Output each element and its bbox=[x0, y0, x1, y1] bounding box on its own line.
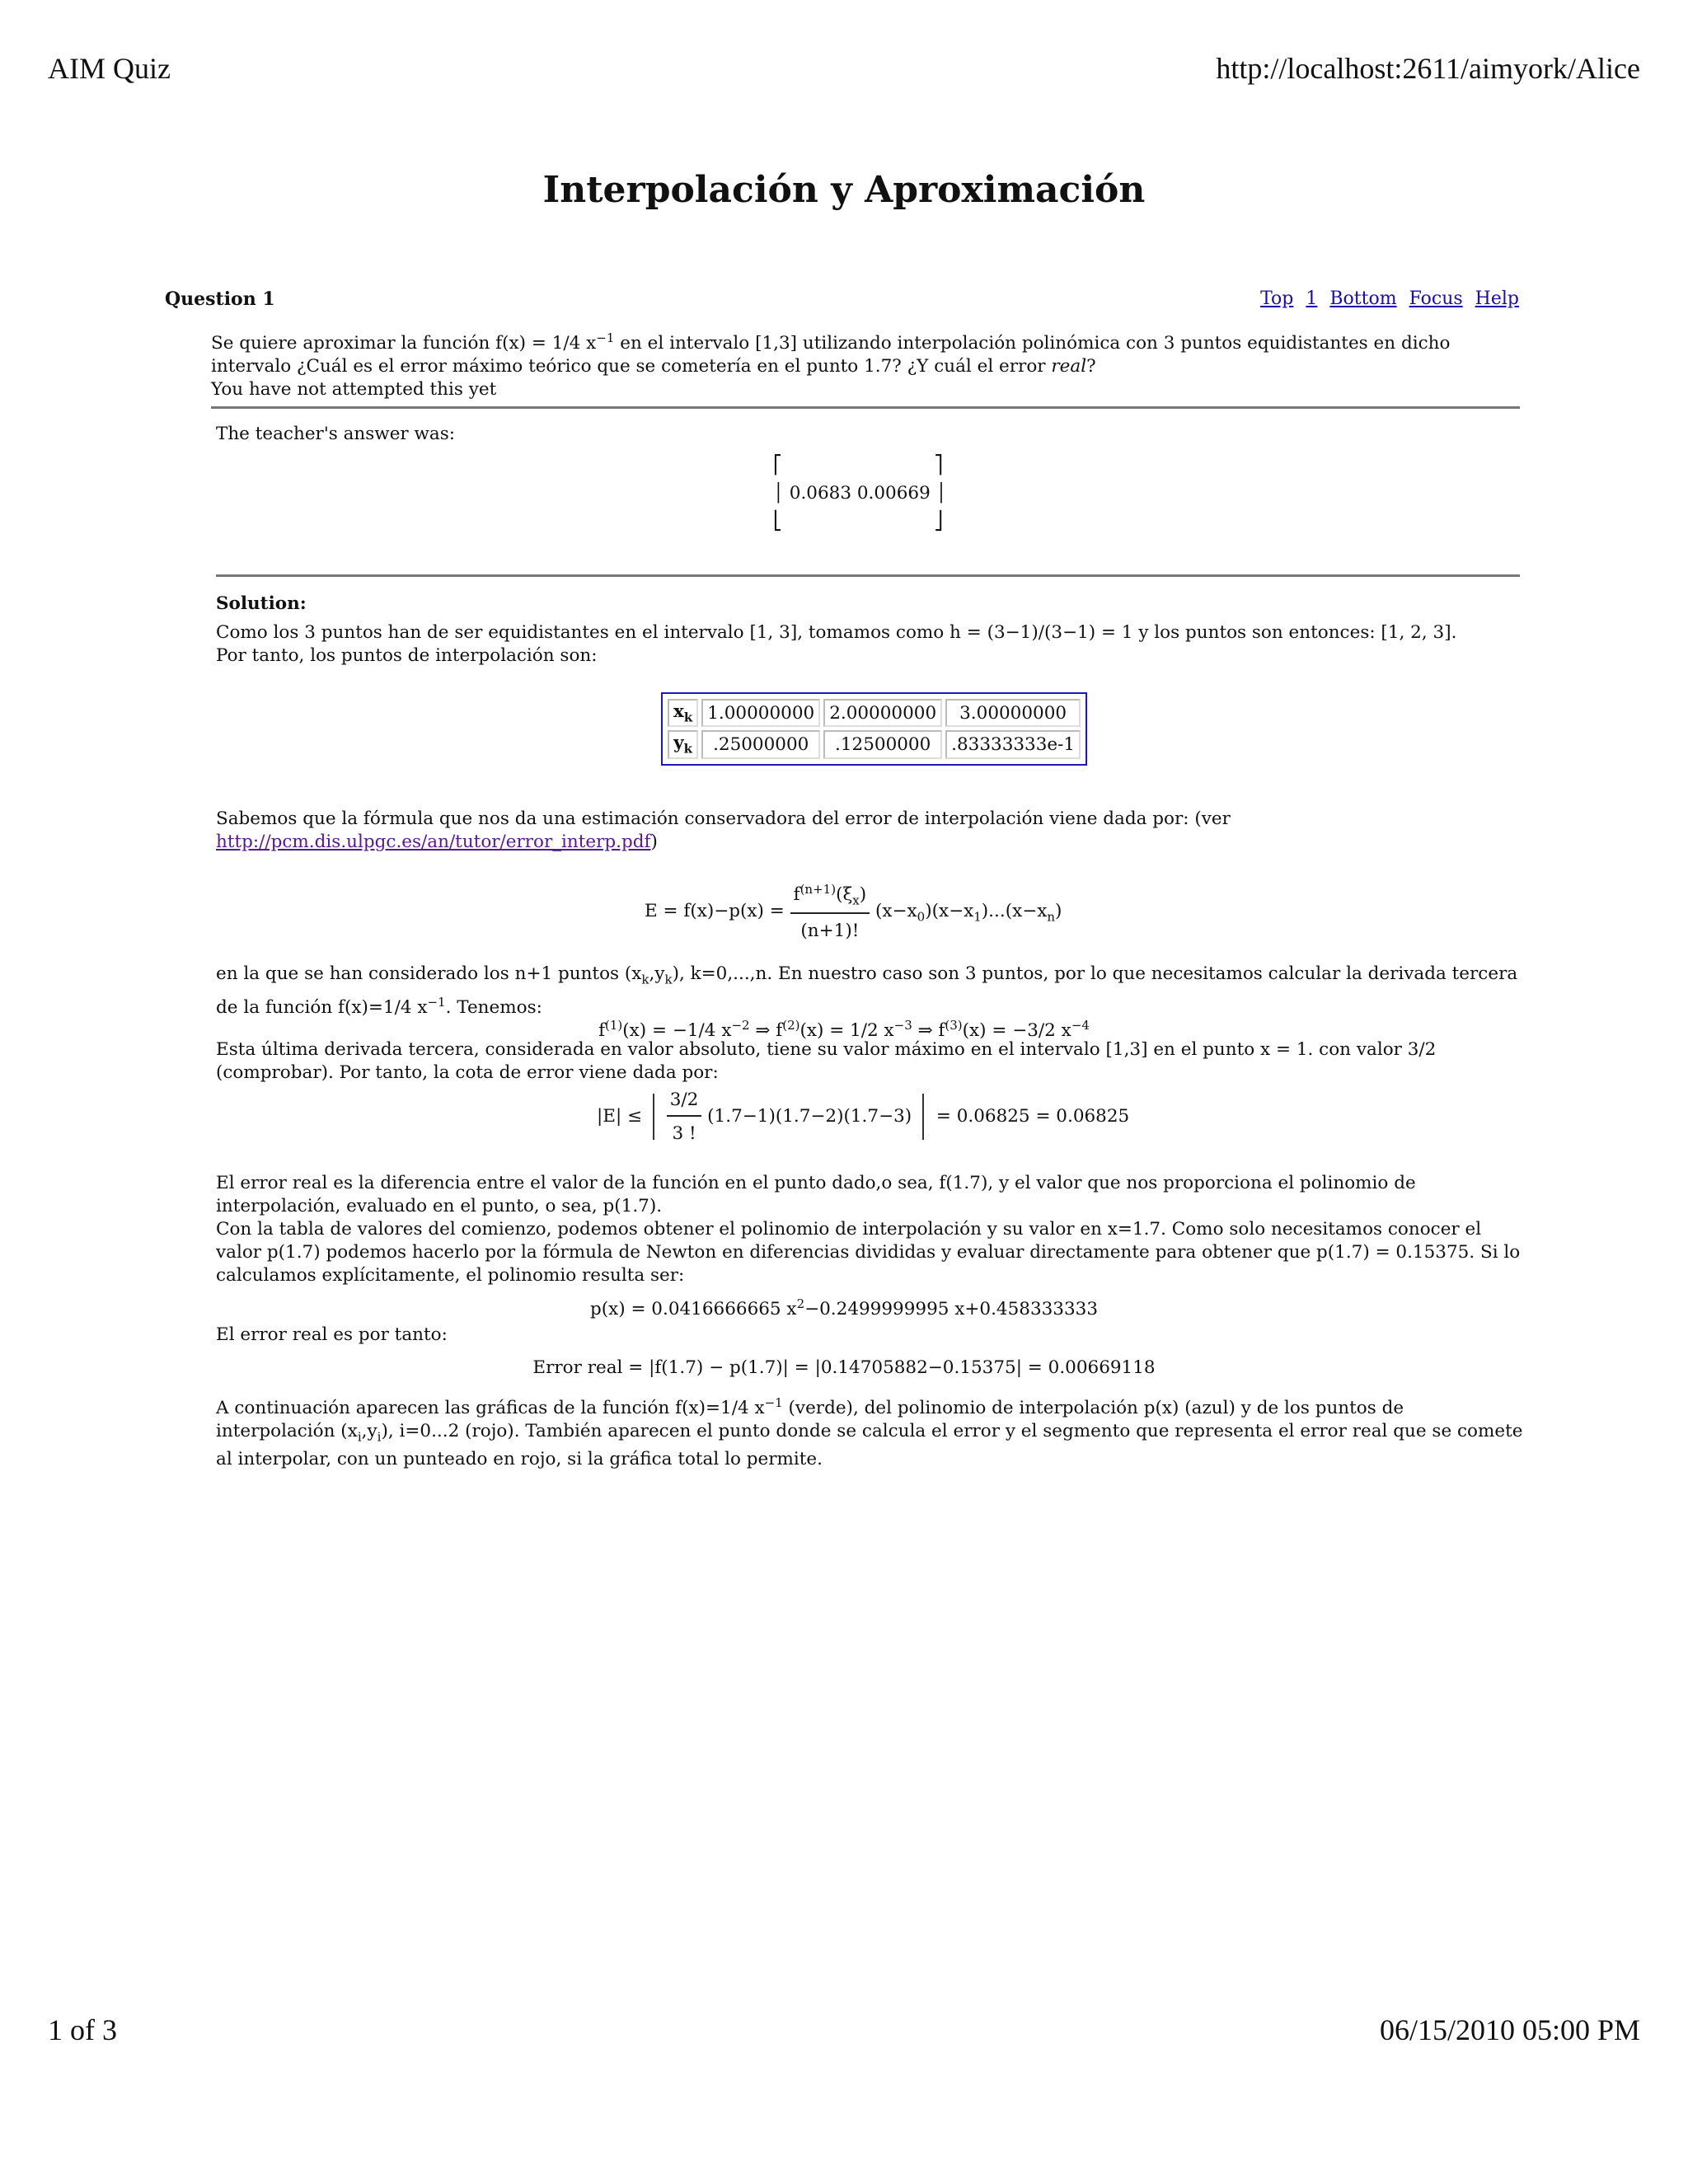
row-header-yk: $y_k$ bbox=[668, 730, 698, 758]
error-formula: E = f(x)−p(x) = $\frac{f^{(n+1)}(\xi_x)}{(n+1)!}$ $(x-x_0)(x-x_1)...(x-x_n)$ bbox=[645, 882, 1062, 942]
table-cell: .25000000 bbox=[701, 730, 820, 758]
table-row bbox=[668, 699, 1081, 727]
fraction: $\frac{3/2}{3 !}$ bbox=[667, 1090, 702, 1144]
solution-paragraph: Esta última derivada tercera, considerada en valor absoluto, tiene su valor máximo en el intervalo [1,3] en el punto x = 1. con valor 3/2 (comprobar). Por tanto, la cota de error viene dada por: bbox=[216, 1039, 1437, 1083]
teacher-answer-matrix: ⎡ ⎤ │ 0.0683 0.00669 │ ⎣ ⎦ bbox=[773, 455, 947, 532]
table-cell: 3.00000000 bbox=[945, 699, 1081, 727]
divider bbox=[211, 406, 1520, 409]
nav-top-link[interactable]: Top bbox=[1260, 288, 1294, 309]
fraction: $\frac{f^{(n+1)}(\xi_x)}{(n+1)!}$ bbox=[790, 882, 870, 941]
attempt-status: You have not attempted this yet bbox=[211, 379, 497, 401]
real-error-formula: Error real = |f(1.7) − p(1.7)| = |0.14705882−0.15375| = 0.00669118 bbox=[532, 1357, 1156, 1378]
answer-values: │ 0.0683 0.00669 │ bbox=[773, 483, 947, 504]
nav-question-1-link[interactable]: 1 bbox=[1306, 288, 1318, 309]
row-header-xk: $x_k$ bbox=[668, 699, 698, 727]
question-text: Se quiere aproximar la función f(x) = 1/4 $x^{-1}$ en el intervalo [1,3] utilizando interpolación polinómica con 3 puntos equidistantes en dicho intervalo ¿Cuál es el error máximo teórico que se cometería en el punto 1.7? ¿Y cuál el error real? You have not attempted this yet bbox=[211, 330, 1451, 401]
error-interp-pdf-link[interactable]: http://pcm.dis.ulpgc.es/an/tutor/error_interp.pdf bbox=[216, 832, 651, 852]
solution-paragraph: A continuación aparecen las gráficas de la función f(x)=1/4 $x^{-1}$ (verde), del polinomio de interpolación p(x) (azul) y de los puntos de interpolación $(x_i,y_i)$, i=0...2 (rojo). También aparecen el punto donde se calcula el error y el segmento que representa el error real que se comete al interpolar, con un punteado en rojo, si la gráfica total lo permite. bbox=[216, 1395, 1523, 1470]
nav-bottom-link[interactable]: Bottom bbox=[1329, 288, 1397, 309]
table-cell: .83333333e-1 bbox=[945, 730, 1081, 758]
footer-page-count: 1 of 3 bbox=[48, 2013, 117, 2046]
table-cell: 1.00000000 bbox=[701, 699, 820, 727]
nav-help-link[interactable]: Help bbox=[1475, 288, 1519, 309]
question-nav bbox=[1254, 288, 1519, 309]
header-url: http://localhost:2611/aimyork/Alice bbox=[1216, 52, 1640, 85]
polynomial-formula: p(x) = 0.0416666665 $x^2-0.2499999995$ x+0.458333333 bbox=[589, 1296, 1099, 1320]
abs-bar bbox=[653, 1094, 656, 1140]
derivatives-formula: $f^{(1)}(x) = -1/4$ $x^{-2}$ ⇒ $f^{(2)}(x) = 1/2$ $x^{-3}$ ⇒ $f^{(3)}(x) = -3/2$ $x^{-4}$ bbox=[598, 1018, 1090, 1042]
footer-timestamp: 06/15/2010 05:00 PM bbox=[1379, 2013, 1640, 2046]
solution-label: Solution: bbox=[216, 593, 307, 614]
solution-paragraph: en la que se han considerado los n+1 puntos $(x_k,y_k)$, k=0,...,n. En nuestro caso son 3 puntos, por lo que necesitamos calcular la derivada tercera de la función f(x)=1/4 $x^{-1}$. Tenemos: bbox=[216, 963, 1518, 1019]
interpolation-nodes-table bbox=[661, 692, 1087, 766]
table-cell: .12500000 bbox=[823, 730, 942, 758]
nav-focus-link[interactable]: Focus bbox=[1409, 288, 1463, 309]
teacher-answer-label: The teacher's answer was: bbox=[216, 424, 456, 444]
solution-paragraph: El error real es por tanto: bbox=[216, 1324, 448, 1345]
error-bound-formula: |E| ≤ $\frac{3/2}{3 !}$ (1.7−1)(1.7−2)(1.7−3) = 0.06825 = 0.06825 bbox=[597, 1090, 1130, 1144]
question-label: Question 1 bbox=[165, 288, 275, 310]
header-app-name: AIM Quiz bbox=[48, 52, 171, 85]
solution-paragraph: Sabemos que la fórmula que nos da una estimación conservadora del error de interpolación viene dada por: (ver http://pcm.dis.ulpgc.es/an/tutor/error_interp.pdf) bbox=[216, 808, 1231, 852]
table-cell: 2.00000000 bbox=[823, 699, 942, 727]
solution-paragraph: Como los 3 puntos han de ser equidistantes en el intervalo [1, 3], tomamos como h = (3−1)/(3−1) = 1 y los puntos son entonces: [1, 2, 3]. Por tanto, los puntos de interpolación son: bbox=[216, 622, 1457, 666]
divider bbox=[216, 574, 1520, 577]
table-row bbox=[668, 730, 1081, 758]
solution-paragraph: El error real es la diferencia entre el valor de la función en el punto dado,o sea, f(1.7), y el valor que nos proporciona el polinomio de interpolación, evaluado en el punto, o sea, p(1.7). Con la tabla de valores del comienzo, podemos obtener el polinomio de interpolación y su valor en x=1.7. Como solo necesitamos conocer el valor p(1.7) podemos hacerlo por la fórmula de Newton en diferencias divididas y evaluar directamente para obtener que p(1.7) = 0.15375. Si lo calculamos explícitamente, el polinomio resulta ser: bbox=[216, 1173, 1521, 1286]
abs-bar bbox=[922, 1094, 926, 1140]
page-title: Interpolación y Aproximación bbox=[542, 169, 1146, 211]
